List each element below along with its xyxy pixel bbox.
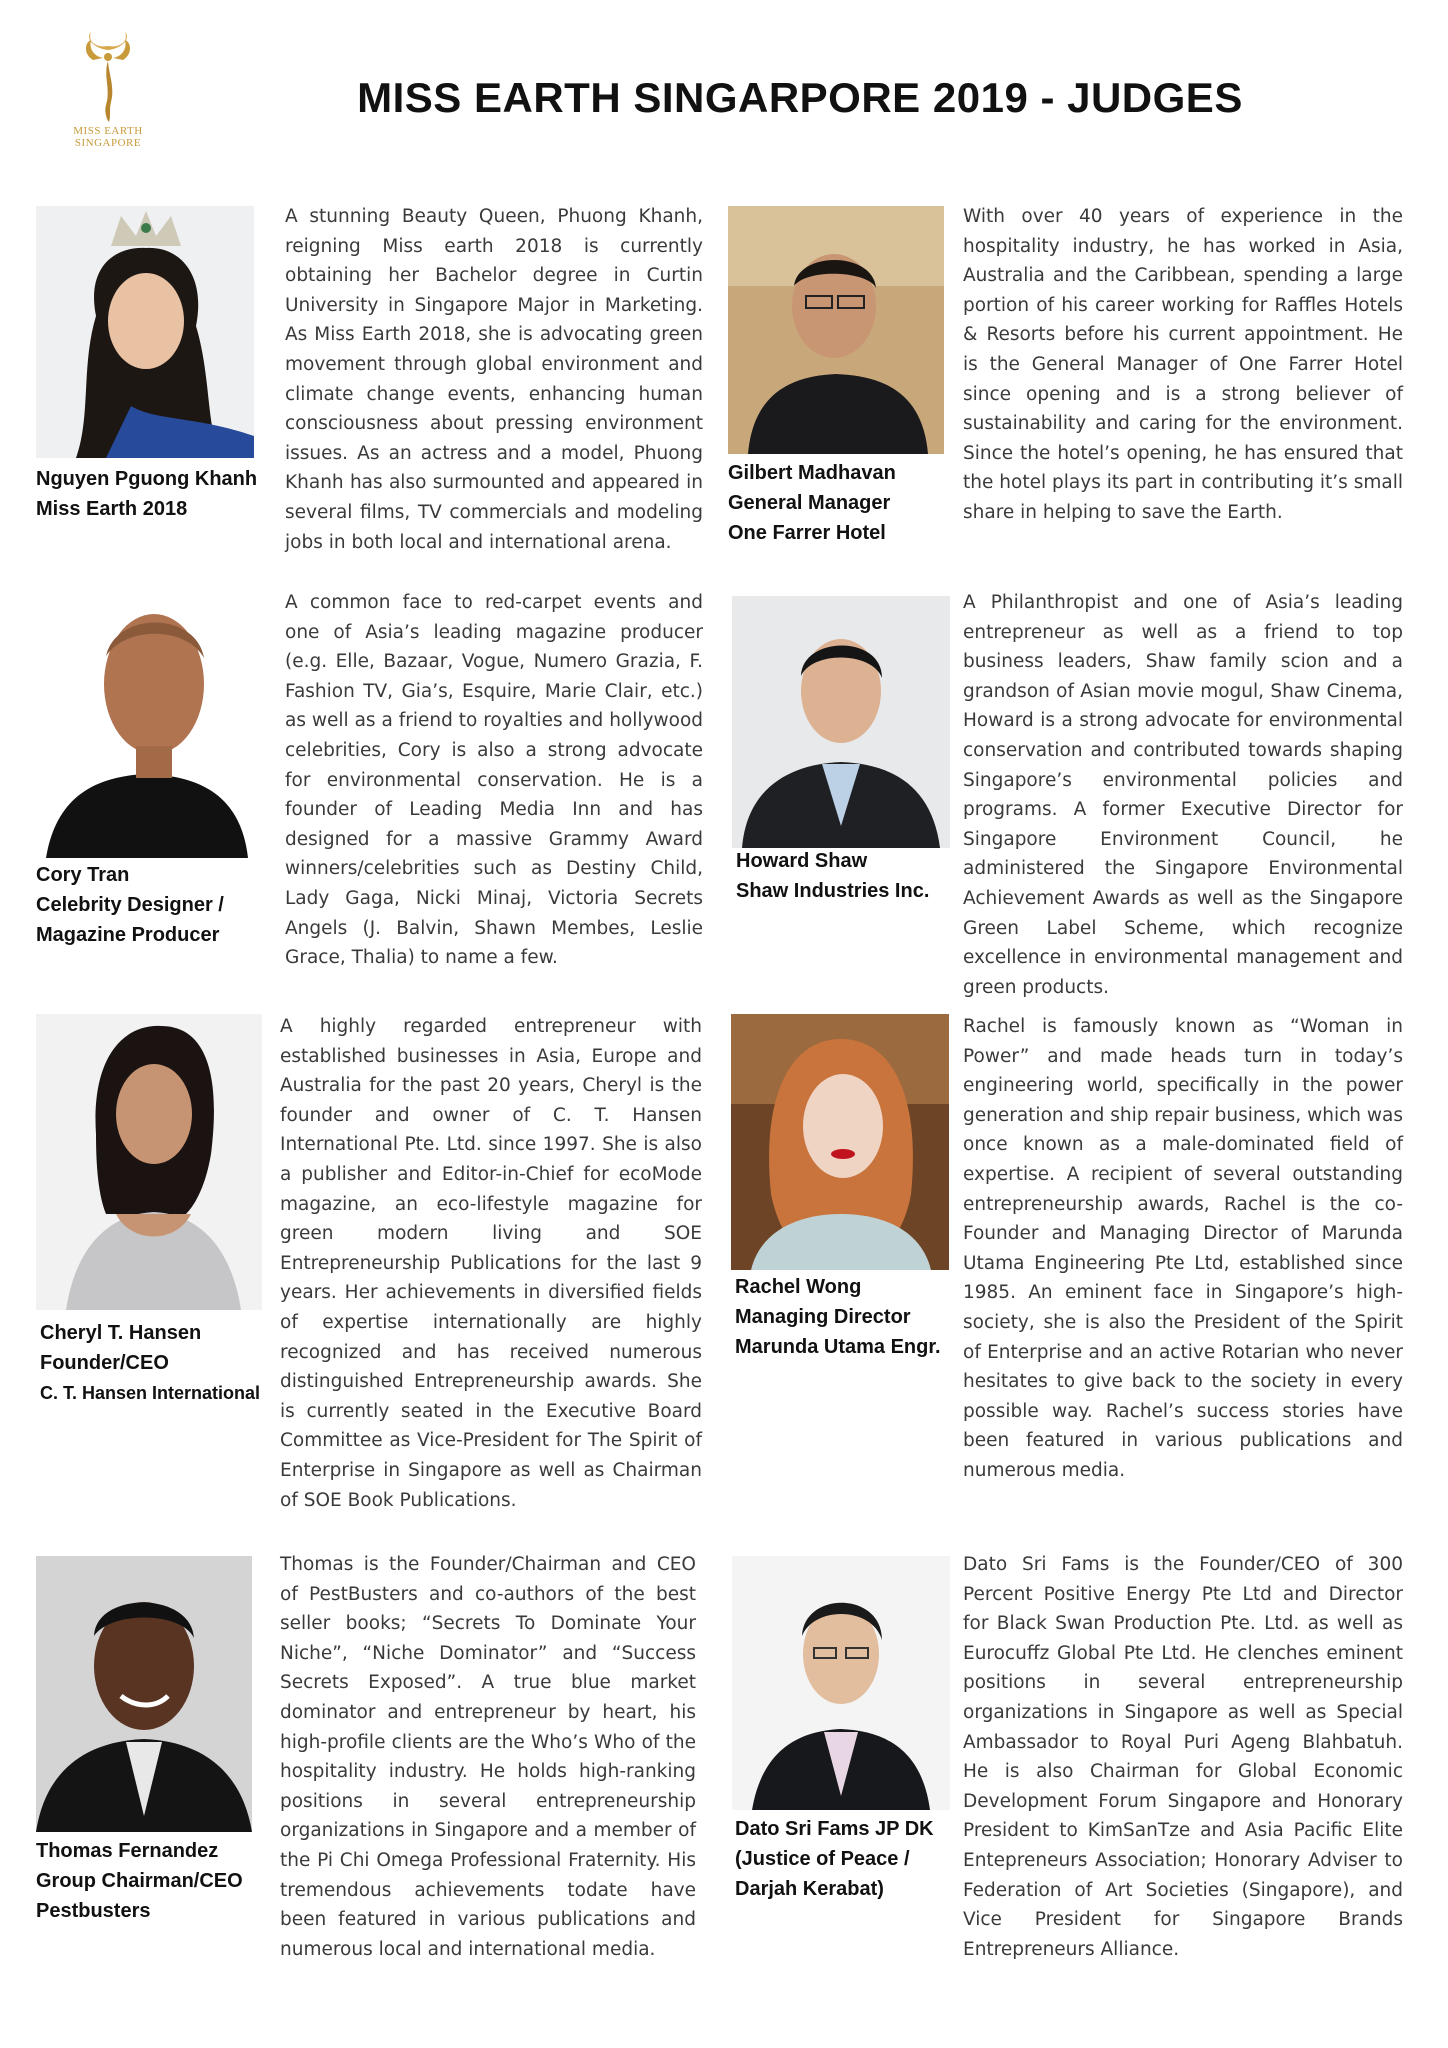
- judge-caption-khanh: [36, 464, 257, 524]
- miss-earth-logo: [60, 30, 156, 150]
- judge-role: Celebrity Designer /: [36, 894, 224, 916]
- judge-name: Cheryl T. Hansen: [40, 1322, 202, 1344]
- judge-caption-cory: [36, 860, 224, 950]
- judge-photo-khanh: [36, 206, 254, 458]
- judge-role: Shaw Industries Inc.: [736, 880, 930, 902]
- judge-photo-thomas: [36, 1556, 252, 1832]
- judge-photo-cory: [36, 596, 258, 858]
- judge-caption-cheryl: [40, 1318, 260, 1408]
- judge-name: Thomas Fernandez: [36, 1840, 219, 1862]
- judge-role: Miss Earth 2018: [36, 498, 188, 520]
- logo-line-1: MISS EARTH: [73, 125, 143, 137]
- judge-bio-cory: A common face to red-carpet events and one of Asia’s leading magazine producer (e.g. Elle, Bazaar, Vogue, Numero Grazia, F. Fashion TV, Gia’s, Esquire, Marie Clair, etc.) as well as a friend to royalties and hollywood celebrities, Cory is also a strong advocate for environmental conservation. He is a founder of Leading Media Inn and has designed for a massive Grammy Award winners/celebrities such as Destiny Child, Lady Gaga, Nicki Minaj, Victoria Secrets Angels (J. Balvin, Shawn Membes, Leslie Grace, Thalia) to name a few.: [285, 592, 703, 969]
- judge-org: Pestbusters: [36, 1900, 151, 1922]
- logo-figure-icon: [73, 30, 143, 125]
- judge-role: Managing Director: [735, 1306, 911, 1328]
- judge-role: General Manager: [728, 492, 891, 514]
- judge-org: One Farrer Hotel: [728, 522, 886, 544]
- judge-bio-cheryl: A highly regarded entrepreneur with established businesses in Asia, Europe and Australia for the past 20 years, Cheryl is the founder and owner of C. T. Hansen International Pte. Ltd. since 1997. She is also a publisher and Editor-in-Chief for ecoMode magazine, an eco-lifestyle magazine for green modern living and SOE Entrepreneurship Publications for the last 9 years. Her achievements in diversified fields of expertise internationally are highly recognized and has received numerous distinguished Entrepreneurship awards. She is currently seated in the Executive Board Committee as Vice-President for The Spirit of Enterprise in Singapore as well as Chairman of SOE Book Publications.: [280, 1016, 702, 1511]
- logo-line-2: SINGAPORE: [74, 137, 142, 149]
- judge-name: Howard Shaw: [736, 850, 868, 872]
- judge-org: C. T. Hansen International: [40, 1383, 261, 1403]
- judge-photo-cheryl: [36, 1014, 262, 1310]
- judge-caption-fams: [735, 1814, 934, 1904]
- judge-caption-thomas: [36, 1836, 243, 1926]
- judge-bio-gilbert: With over 40 years of experience in the hospitality industry, he has worked in Asia, Australia and the Caribbean, spending a large portion of his career working for Raffles Hotels & Resorts before his current appointment. He is the General Manager of One Farrer Hotel since opening and is a strong believer of sustainability and caring for the environment. Since the hotel’s opening, he has ensured that the hotel plays its part in contributing it’s small share in helping to save the Earth.: [963, 206, 1403, 523]
- judge-bio-rachel: Rachel is famously known as “Woman in Power” and made heads turn in today’s engineering world, specifically in the power generation and ship repair business, which was once known as a male-dominated field of expertise. A recipient of several outstanding entrepreneurship awards, Rachel is the co-Founder and Managing Director of Marunda Utama Engineering Pte Ltd, established since 1985. An eminent face in Singapore’s high-society, she is also the President of the Spirit of Enterprise and an active Rotarian who never hesitates to give back to the society in every possible way. Rachel’s success stories have been featured in various publications and numerous media.: [963, 1016, 1403, 1481]
- judge-photo-rachel: [731, 1014, 949, 1270]
- judge-photo-howard: [732, 596, 950, 848]
- judge-bio-howard: A Philanthropist and one of Asia’s leading entrepreneur as well as a friend to top business leaders, Shaw family scion and a grandson of Asian movie mogul, Shaw Cinema, Howard is a strong advocate for environmental conservation and contributed towards shaping Singapore’s environmental policies and programs. A former Executive Director for Singapore Environment Council, he administered the Singapore Environmental Achievement Awards as well as the Singapore Green Label Scheme, which recognize excellence in environmental management and green products.: [963, 592, 1403, 998]
- judge-photo-fams: [732, 1556, 950, 1810]
- judge-name: Rachel Wong: [735, 1276, 862, 1298]
- judge-caption-gilbert: [728, 458, 896, 548]
- judge-org: Marunda Utama Engr.: [735, 1336, 941, 1358]
- judge-bio-fams: Dato Sri Fams is the Founder/CEO of 300 Percent Positive Energy Pte Ltd and Director for Black Swan Production Pte. Ltd. as well as Eurocuffz Global Pte Ltd. He clenches eminent positions in several entrepreneurship organizations in Singapore as well as Special Ambassador to Royal Puri Ageng Blahbatuh. He is also Chairman for Global Economic Development Forum Singapore and Honorary President to KimSanTze and Asia Pacific Elite Entepreneurs Association; Honorary Adviser to Federation of Art Societies (Singapore), and Vice President for Singapore Brands Entrepreneurs Alliance.: [963, 1554, 1403, 1960]
- judge-role: Founder/CEO: [40, 1352, 169, 1374]
- judge-role: (Justice of Peace /: [735, 1848, 910, 1870]
- judge-bio-thomas: Thomas is the Founder/Chairman and CEO of PestBusters and co-authors of the best seller books; “Secrets To Dominate Your Niche”, “Niche Dominator” and “Success Secrets Exposed”. A true blue market dominator and entrepreneur by heart, his high-profile clients are the Who’s Who of the hospitality industry. He holds high-ranking positions in several entrepreneurship organizations in Singapore and a member of the Pi Chi Omega Professional Fraternity. His tremendous achievements todate have been featured in various publications and numerous local and international media.: [280, 1554, 696, 1960]
- judge-bio-khanh: A stunning Beauty Queen, Phuong Khanh, reigning Miss earth 2018 is currently obtaining her Bachelor degree in Curtin University in Singapore Major in Marketing. As Miss Earth 2018, she is advocating green movement through global environment and climate change events, enhancing human consciousness about pressing environment issues. As an actress and a model, Phuong Khanh has also surmounted and appeared in several films, TV commercials and modeling jobs in both local and international arena.: [285, 206, 703, 553]
- judge-name: Gilbert Madhavan: [728, 462, 896, 484]
- judge-caption-rachel: [735, 1272, 941, 1362]
- judge-org: Darjah Kerabat): [735, 1878, 884, 1900]
- judge-name: Cory Tran: [36, 864, 130, 886]
- judge-org: Magazine Producer: [36, 924, 220, 946]
- page-title: MISS EARTH SINGARPORE 2019 - JUDGES: [357, 74, 1243, 121]
- judge-photo-gilbert: [728, 206, 944, 454]
- judge-name: Dato Sri Fams JP DK: [735, 1818, 934, 1840]
- judge-role: Group Chairman/CEO: [36, 1870, 243, 1892]
- judge-caption-howard: [736, 846, 929, 906]
- judge-name: Nguyen Pguong Khanh: [36, 468, 258, 490]
